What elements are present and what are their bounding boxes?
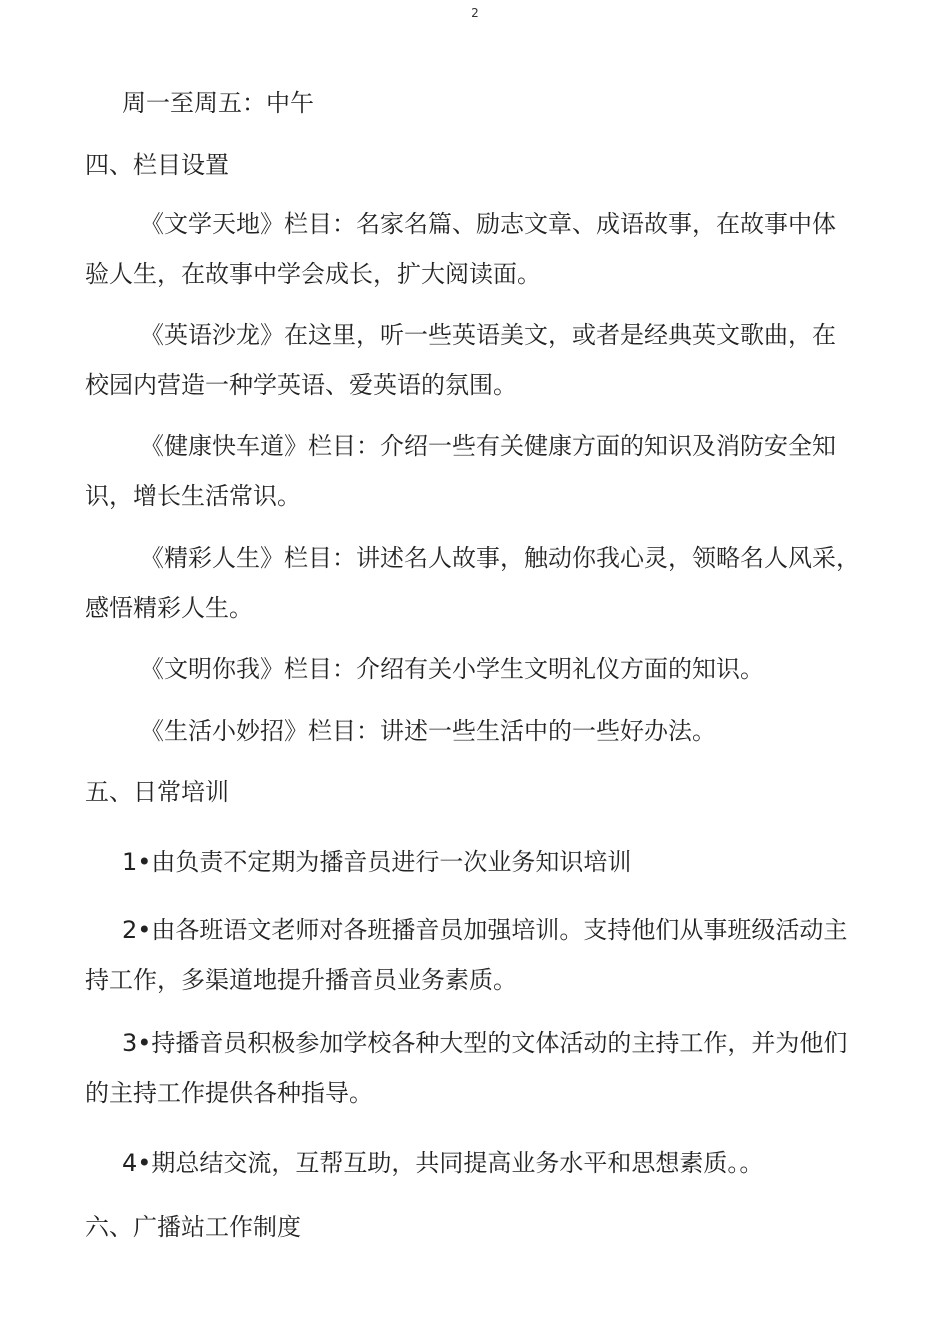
column-literature-line1: 《文学天地》栏目：名家名篇、励志文章、成语故事，在故事中体 (140, 210, 836, 238)
section-5-heading: 五、日常培训 (85, 778, 229, 806)
column-english-line2: 校园内营造一种学英语、爱英语的氛围。 (85, 371, 517, 399)
training-item-4-line1: 4•期总结交流，互帮互助，共同提高业务水平和思想素质。。 (122, 1149, 764, 1177)
section-6-heading: 六、广播站工作制度 (85, 1213, 301, 1241)
column-health-line1: 《健康快车道》栏目：介绍一些有关健康方面的知识及消防安全知 (140, 432, 836, 460)
schedule-text: 周一至周五：中午 (122, 89, 314, 117)
training-item-3-line1: 3•持播音员积极参加学校各种大型的文体活动的主持工作，并为他们 (122, 1029, 848, 1057)
training-item-2-line2: 持工作，多渠道地提升播音员业务素质。 (85, 966, 517, 994)
column-english-line1: 《英语沙龙》在这里，听一些英语美文，或者是经典英文歌曲，在 (140, 321, 836, 349)
column-health-line2: 识，增长生活常识。 (85, 482, 301, 510)
column-literature-line2: 验人生，在故事中学会成长，扩大阅读面。 (85, 260, 541, 288)
training-item-1-line1: 1•由负责不定期为播音员进行一次业务知识培训 (122, 848, 632, 876)
training-item-2-line1: 2•由各班语文老师对各班播音员加强培训。支持他们从事班级活动主 (122, 916, 848, 944)
training-item-3-line2: 的主持工作提供各种指导。 (85, 1079, 373, 1107)
column-civility-line1: 《文明你我》栏目：介绍有关小学生文明礼仪方面的知识。 (140, 655, 764, 683)
column-tips-line1: 《生活小妙招》栏目：讲述一些生活中的一些好办法。 (140, 717, 716, 745)
column-life-line1: 《精彩人生》栏目：讲述名人故事，触动你我心灵，领略名人风采， (140, 544, 860, 572)
page-number: 2 (471, 6, 479, 20)
column-life-line2: 感悟精彩人生。 (85, 594, 253, 622)
section-4-heading: 四、栏目设置 (85, 151, 229, 179)
